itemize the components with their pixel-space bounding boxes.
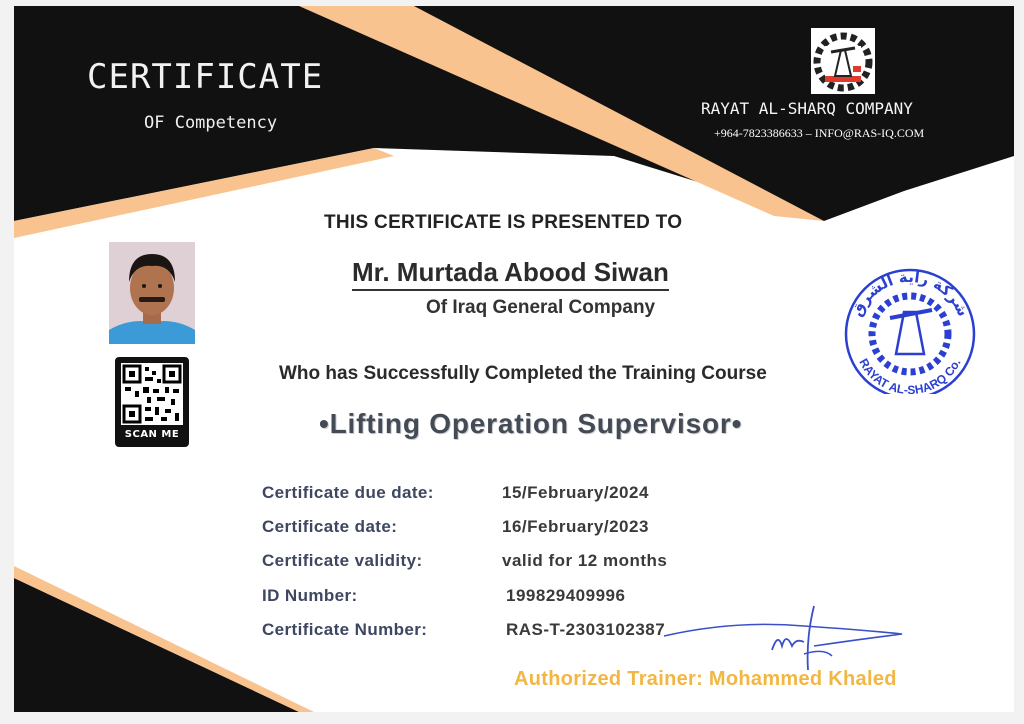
stamp-arabic-text: شركة راية الشرق xyxy=(847,268,973,320)
detail-value-cert-number: RAS-T-2303102387 xyxy=(506,620,666,639)
detail-value-cert-date: 16/February/2023 xyxy=(502,517,649,536)
company-logo-icon xyxy=(811,28,875,94)
scan-me-label: SCAN ME xyxy=(124,429,180,440)
company-contact: +964-7823386633 – INFO@RAS-IQ.COM xyxy=(714,126,925,140)
svg-text:RAYAT AL-SHARQ Co. xyxy=(856,356,963,394)
detail-label-cert-number: Certificate Number: xyxy=(262,620,428,639)
detail-value-validity: valid for 12 months xyxy=(502,551,668,570)
detail-value-due-date: 15/February/2024 xyxy=(502,483,649,502)
signature-icon xyxy=(654,598,914,678)
company-name: RAYAT AL-SHARQ COMPANY xyxy=(701,99,913,118)
presented-to-heading: THIS CERTIFICATE IS PRESENTED TO xyxy=(324,212,683,233)
completion-statement: Who has Successfully Completed the Training Course xyxy=(279,363,767,384)
detail-label-id-number: ID Number: xyxy=(262,586,358,605)
recipient-photo xyxy=(109,242,195,344)
authorized-trainer: Authorized Trainer: Mohammed Khaled xyxy=(514,668,897,690)
recipient-name: Mr. Murtada Abood Siwan xyxy=(352,257,669,291)
company-stamp-icon xyxy=(840,268,978,394)
certificate-subtitle: OF Competency xyxy=(144,113,278,133)
certificate-sheet xyxy=(14,6,1014,712)
detail-value-id-number: 199829409996 xyxy=(506,586,626,605)
qr-code-icon[interactable] xyxy=(115,357,189,447)
recipient-organization: Of Iraq General Company xyxy=(426,297,656,318)
stamp-latin-text: RAYAT AL-SHARQ Co. xyxy=(856,356,964,394)
course-title: •Lifting Operation Supervisor• xyxy=(319,408,743,439)
detail-label-due-date: Certificate due date: xyxy=(262,483,434,502)
detail-label-cert-date: Certificate date: xyxy=(262,517,398,536)
certificate-title: CERTIFICATE xyxy=(87,57,324,97)
detail-label-validity: Certificate validity: xyxy=(262,551,423,570)
